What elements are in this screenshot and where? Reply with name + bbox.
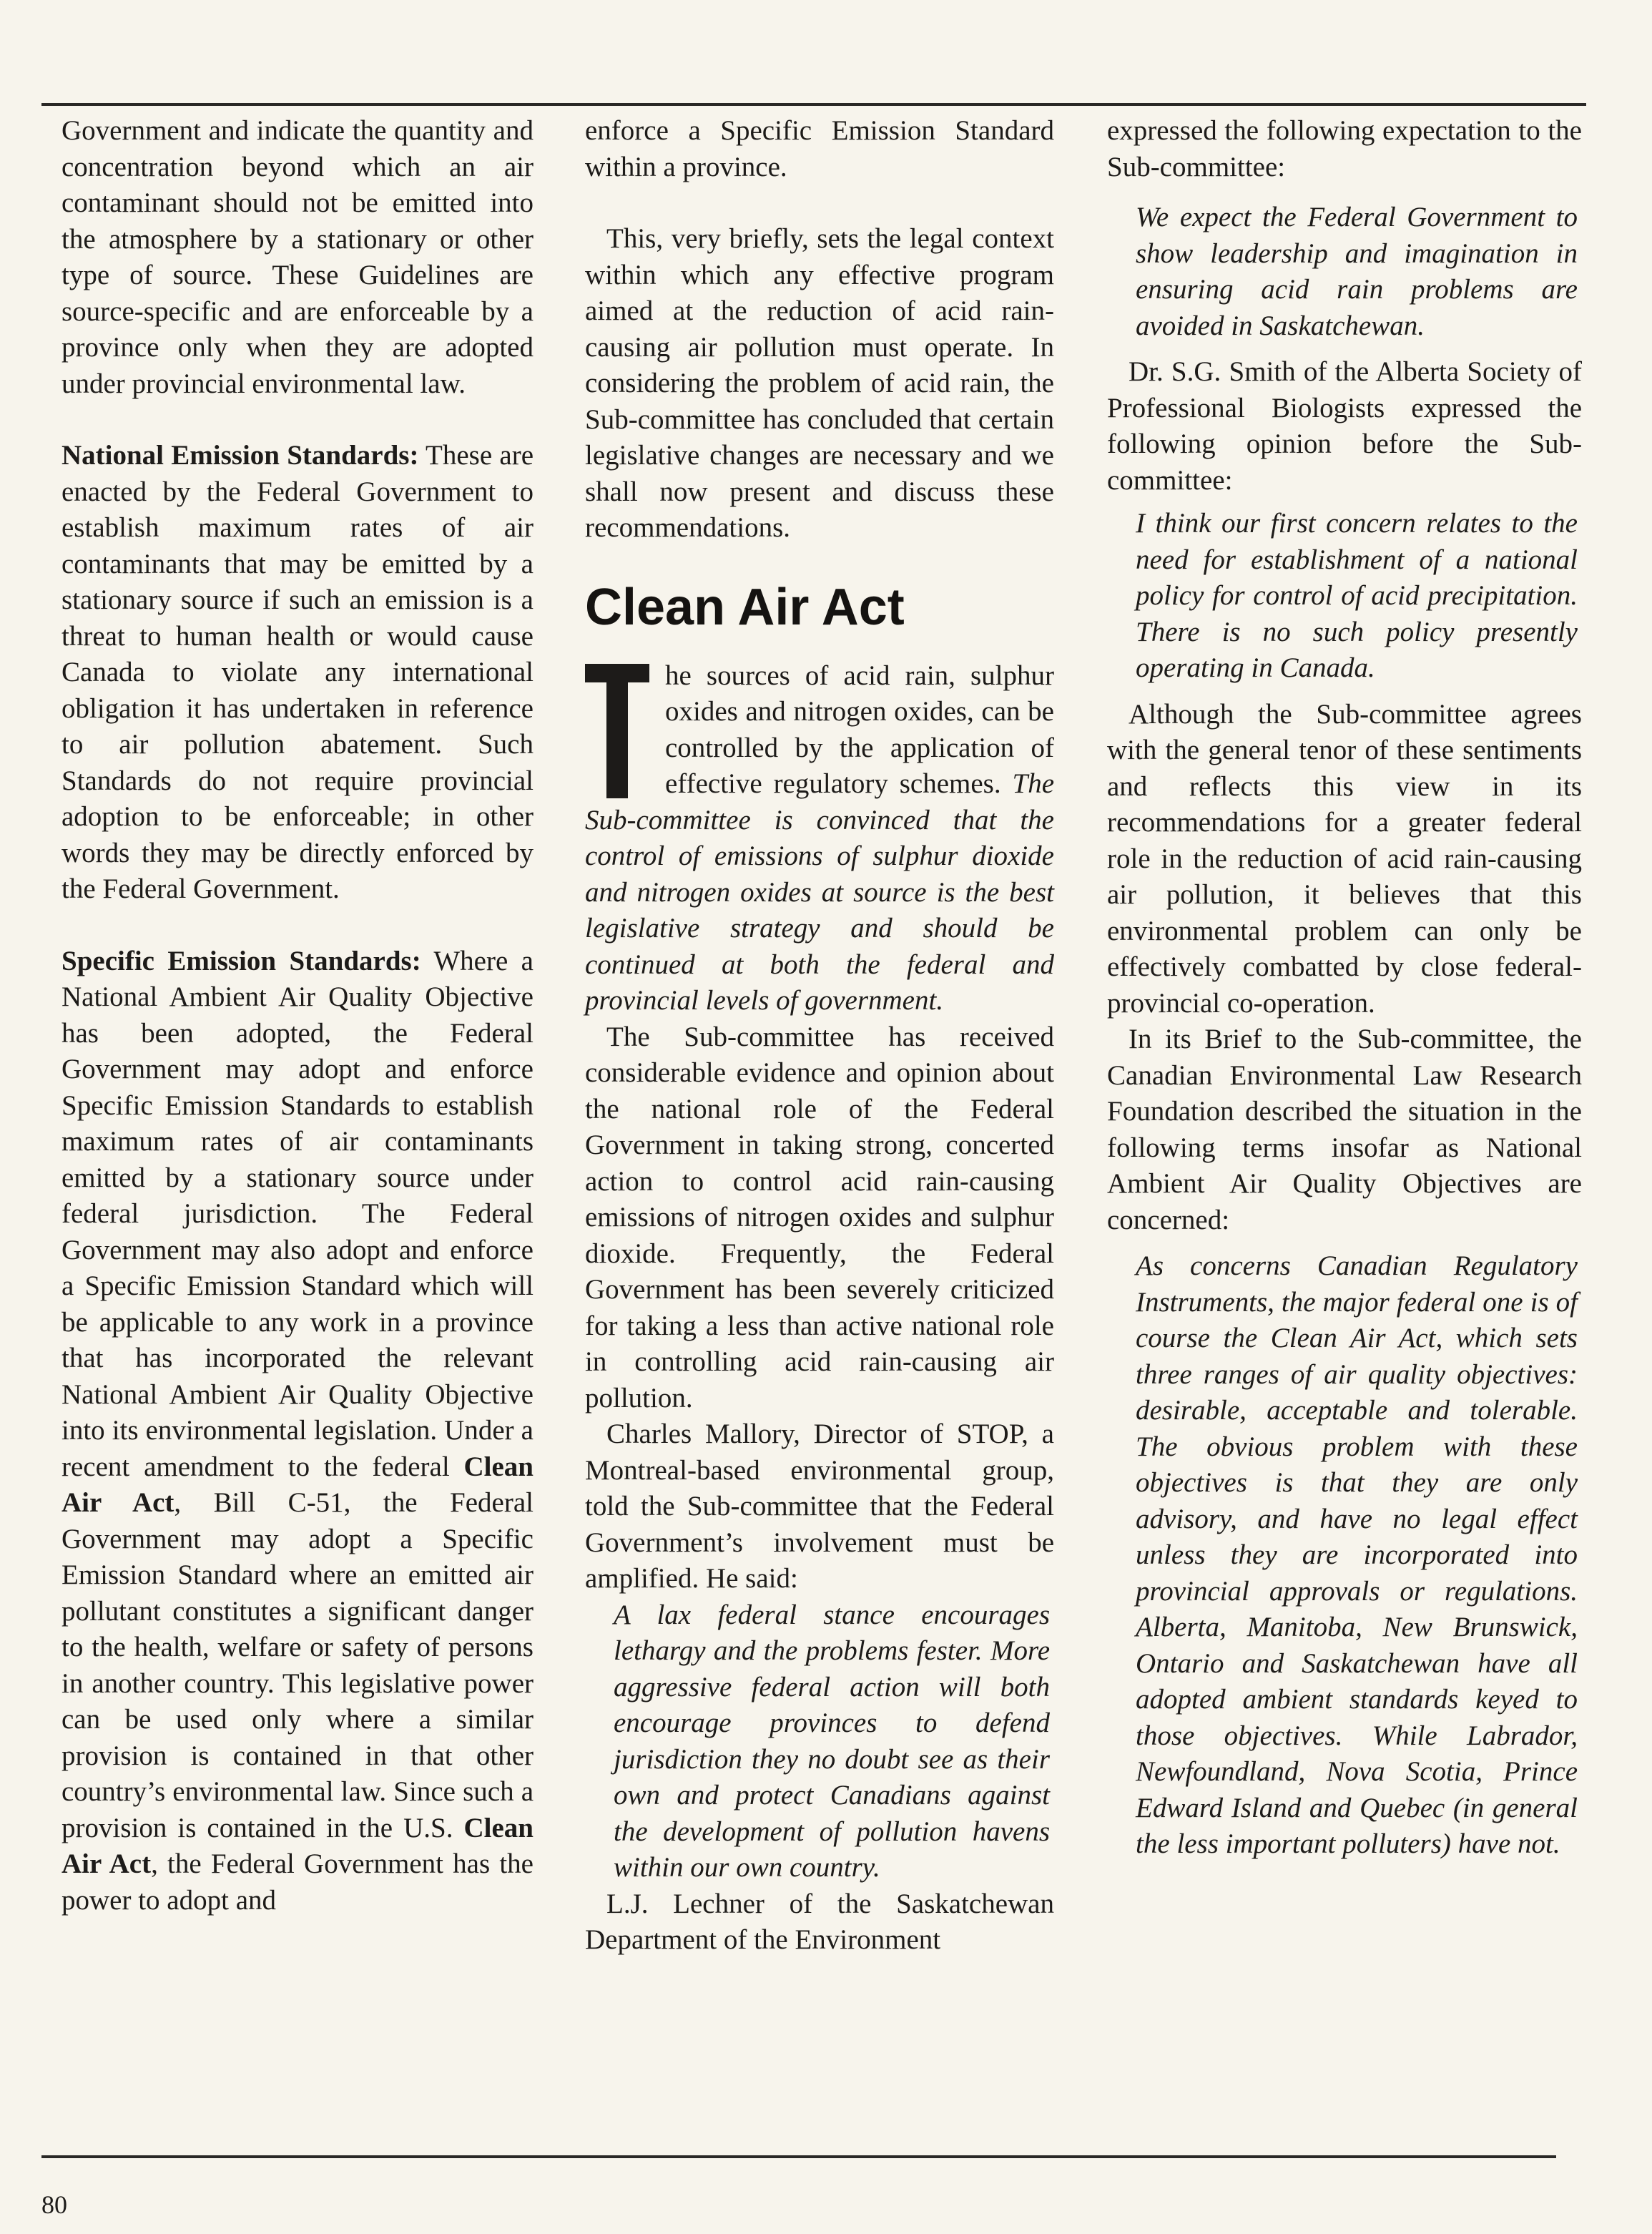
paragraph: Charles Mallory, Director of STOP, a Montreal-based environmental group, told the Sub-committee that the Federal Government’s involvement must be amplified. He said:: [585, 1419, 1054, 1594]
column-2: [585, 113, 1054, 1959]
paragraph: Although the Sub-committee agrees with the general tenor of these sentiments and reflects this view in its recommendations for a greater federal role in the reduction of acid rain-causing air pollution, it believes that this environmental problem can only be effectively combatted by close federal-provincial co-operation.: [1107, 698, 1582, 1019]
block-quote: As concerns Canadian Regulatory Instruments, the major federal one is of course the Clean Air Act, which sets three ranges of air quality objectives: desirable, acceptable and tolerable. The obvious problem with these objectives is that they are only advisory, and have no legal effect unless they are incorporated into provincial approvals or regulations. Alberta, Manitoba, New Brunswick, Ontario and Saskatchewan have all adopted ambient standards keyed to those objectives. While Labrador, Newfoundland, Nova Scotia, Prince Edward Island and Quebec (in general the less important polluters) have not.: [1136, 1250, 1578, 1859]
column-1: [62, 113, 534, 1919]
act-name: Clean Air Act: [62, 1812, 534, 1879]
paragraph-text: These are enacted by the Federal Government to establish maximum rates of air contaminants that may be emitted by a stationary source if such an emission is a threat to human health or would cause Canada to violate any international obligation it has undertaken in reference to air pollution abatement. Such Standards do not require provincial adoption to be enforceable; in other words they may be directly enforced by the Federal Government.: [62, 440, 534, 904]
paragraph-text: he sources of acid rain, sulphur oxides and nitrogen oxides, can be controlled by the application of effective regulatory schemes.: [665, 660, 1054, 799]
section-heading: National Emission Standards:: [62, 440, 419, 471]
block-quote: We expect the Federal Government to show leadership and imagination in ensuring acid rain problems are avoided in Saskatchewan.: [1136, 202, 1578, 341]
paragraph: The Sub-committee has received considerable evidence and opinion about the national role of the Federal Government in taking strong, concerted action to control acid rain-causing emissions of nitrogen oxides and sulphur dioxide. Frequently, the Federal Government has been severely criticized for taking a less than active national role in controlling acid rain-causing air pollution.: [585, 1021, 1054, 1414]
drop-cap: [585, 664, 649, 798]
paragraph-text: , Bill C-51, the Federal Government may adopt a Specific Emission Standard where an emitted air pollutant constitutes a significant danger to the health, welfare or safety of persons in another country. This legislative power can be used only where a similar provision is contained in that other country’s environmental law. Since such a provision is contained in the U.S.: [62, 1487, 534, 1843]
paragraph: L.J. Lechner of the Saskatchewan Department of the Environment: [585, 1888, 1054, 1955]
block-quote: I think our first concern relates to the need for establishment of a national policy for control of acid precipitation. There is no such policy presently operating in Canada.: [1136, 508, 1578, 683]
column-3: [1107, 113, 1582, 1863]
act-name: Clean Air Act: [62, 1451, 534, 1518]
paragraph-text: Where a National Ambient Air Quality Objective has been adopted, the Federal Government may adopt and enforce Specific Emission Standards to establish maximum rates of air contaminants emitted by a stationary source under federal jurisdiction. The Federal Government may also adopt and enforce a Specific Emission Standard which will be applicable to any work in a province that has incorporated the relevant National Ambient Air Quality Objective into its environmental legislation. Under a recent amendment to the federal: [62, 945, 534, 1482]
paragraph: enforce a Specific Emission Standard within a province.: [585, 115, 1054, 182]
top-rule: [41, 103, 1586, 106]
page-number: 80: [41, 2190, 67, 2219]
paragraph: Government and indicate the quantity and concentration beyond which an air contaminant should not be emitted into the atmosphere by a stationary or other type of source. These Guidelines are source-specific and are enforceable by a province only when they are adopted under provincial environmental law.: [62, 115, 534, 399]
bottom-rule: [41, 2155, 1556, 2158]
section-heading: Specific Emission Standards:: [62, 945, 421, 976]
block-quote: A lax federal stance encourages lethargy and the problems fester. More aggressive federal action will both encourage provinces to defend jurisdiction they no doubt see as their own and protect Canadians against the development of pollution havens within our own country.: [614, 1599, 1050, 1883]
paragraph: expressed the following expectation to the Sub-committee:: [1107, 115, 1582, 182]
paragraph: In its Brief to the Sub-committee, the Canadian Environmental Law Research Foundation described the situation in the following terms insofar as National Ambient Air Quality Objectives are concerned:: [1107, 1024, 1582, 1235]
paragraph: Dr. S.G. Smith of the Alberta Society of Professional Biologists expressed the following opinion before the Sub-committee:: [1107, 356, 1582, 496]
emphasis-text: The Sub-committee is convinced that the control of emissions of sulphur dioxide and nitrogen oxides at source is the best legislative strategy and should be continued at both the federal and provincial levels of government.: [585, 768, 1054, 1016]
national-emission-standards-paragraph: [62, 438, 534, 908]
section-title: Clean Air Act: [585, 578, 905, 636]
paragraph: This, very briefly, sets the legal context within which any effective program aimed at the reduction of acid rain-causing air pollution must operate. In considering the problem of acid rain, the Sub-committee has concluded that certain legislative changes are necessary and we shall now present and discuss these recommendations.: [585, 223, 1054, 543]
paragraph-text: , the Federal Government has the power to adopt and: [62, 1848, 534, 1916]
lead-paragraph: [585, 658, 1054, 1019]
specific-emission-standards-paragraph: [62, 944, 534, 1919]
